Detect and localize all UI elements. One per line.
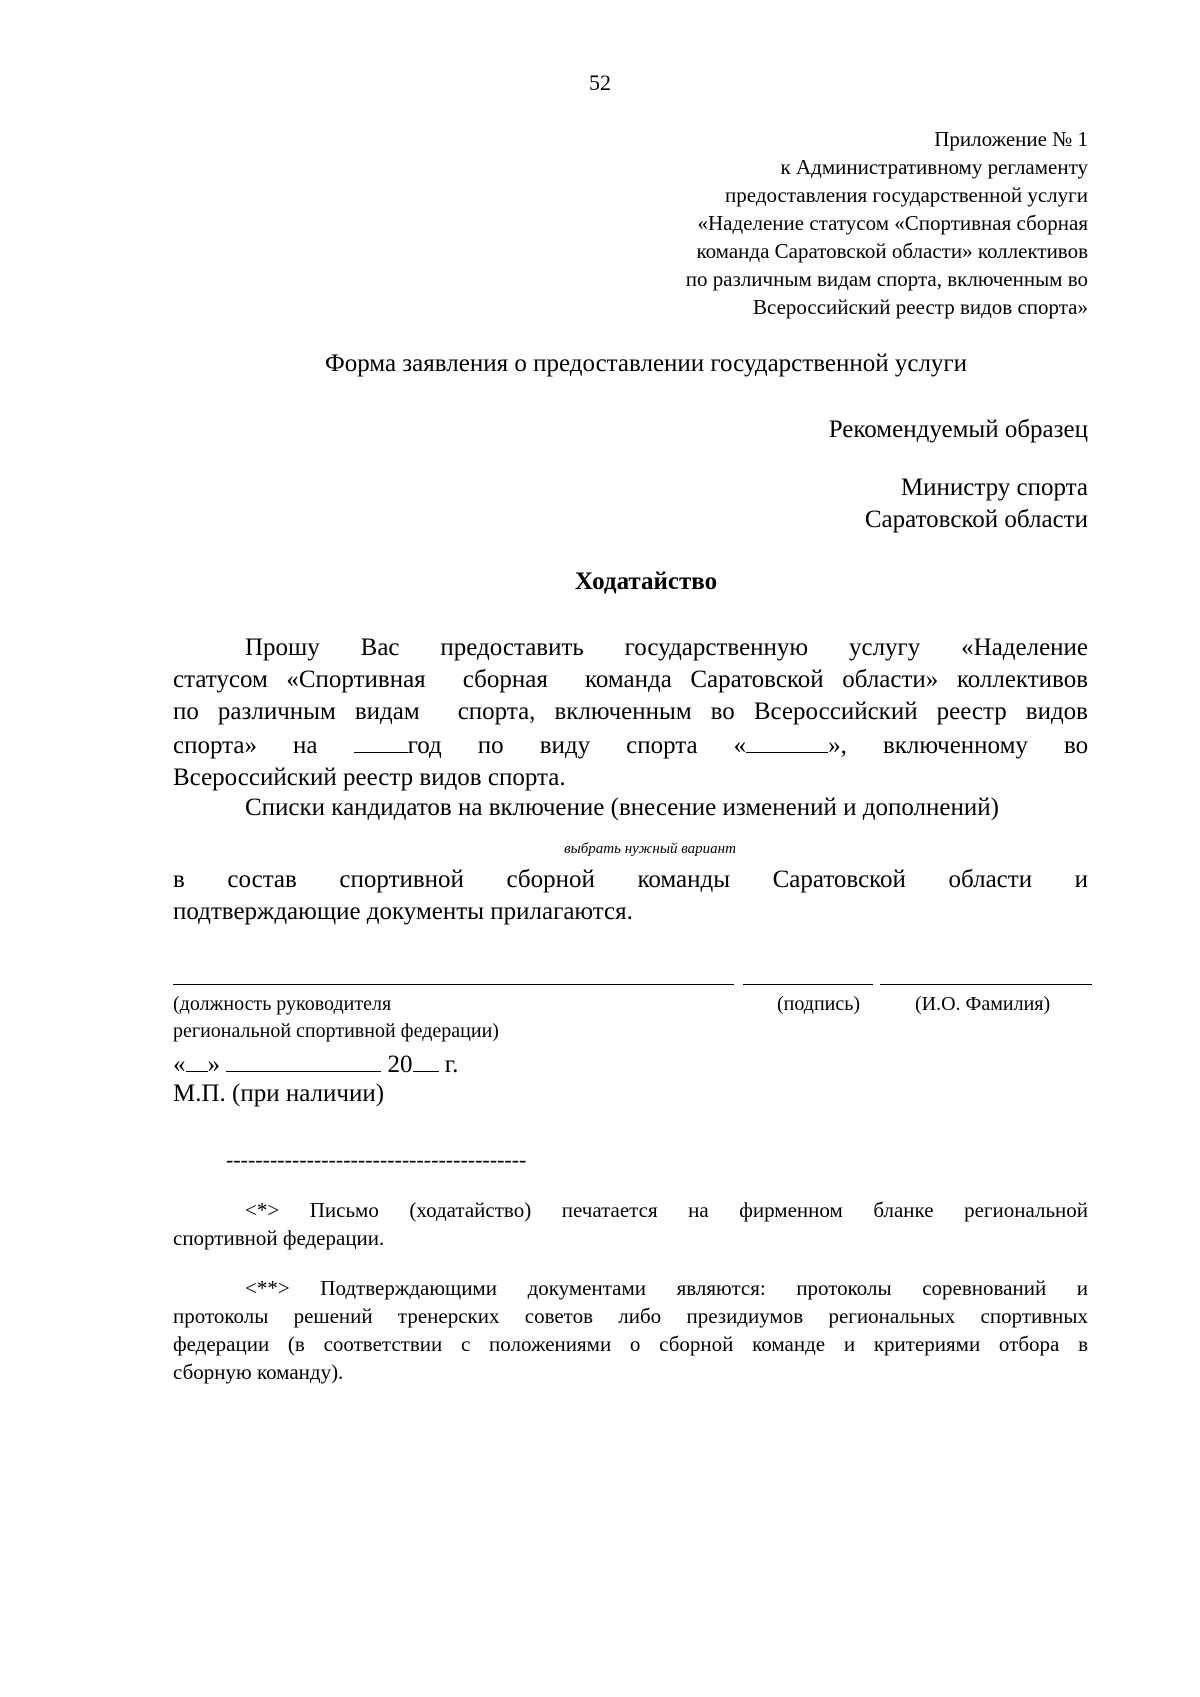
sport-field[interactable] xyxy=(734,732,847,759)
word: предоставить xyxy=(440,634,584,661)
hint-label: выбрать нужный вариант xyxy=(564,841,736,857)
lists-line-1-wrap xyxy=(173,792,1088,824)
footnote-1-line-1 xyxy=(173,1196,1088,1224)
word: <**> xyxy=(245,1276,290,1300)
lists-line-3: подтверждающие документы прилагаются. xyxy=(173,898,633,925)
appendix-line: команда Саратовской области» коллективов xyxy=(696,239,1088,263)
word: на xyxy=(688,1198,709,1222)
document-title xyxy=(0,568,1200,596)
word: являются: xyxy=(676,1276,766,1300)
addressee-line: Министру спорта xyxy=(900,474,1088,501)
separator: ----------------------------------------- xyxy=(226,1147,527,1172)
word: спорта xyxy=(626,732,698,759)
year-prefix: 20 xyxy=(387,1051,413,1078)
word: на xyxy=(293,732,318,759)
position-label-2: региональной спортивной федерации) xyxy=(173,1020,499,1042)
word: Подтверждающими xyxy=(320,1276,497,1300)
page-number: 52 xyxy=(589,70,611,95)
word: печатается xyxy=(561,1198,658,1222)
word: и xyxy=(1074,866,1089,893)
date-open-quote: « xyxy=(173,1051,186,1078)
year-field[interactable] xyxy=(354,732,442,759)
lists-line-2 xyxy=(173,864,1088,896)
addressee xyxy=(865,472,1088,536)
form-title xyxy=(0,350,1200,378)
name-label: (И.О. Фамилия) xyxy=(915,993,1051,1015)
sport-blank[interactable] xyxy=(746,728,828,753)
position-signature-line[interactable] xyxy=(173,984,734,985)
signature-line[interactable] xyxy=(743,984,873,985)
word: сборной xyxy=(506,866,595,893)
word: протоколы xyxy=(796,1276,892,1300)
addressee-line: Саратовской области xyxy=(864,506,1088,533)
stamp-label: М.П. (при наличии) xyxy=(173,1080,385,1107)
word: Саратовской xyxy=(772,866,906,893)
position-label-1: (должность руководителя xyxy=(173,993,392,1015)
signature-label: (подпись) xyxy=(777,993,861,1015)
appendix-line: Приложение № 1 xyxy=(934,127,1088,151)
footnote-1-line-2: спортивной федерации. xyxy=(173,1226,385,1250)
form-title-text: Форма заявления о предоставлении государственной услуги xyxy=(324,350,968,377)
appendix-line: к Административному регламенту xyxy=(780,155,1088,179)
footnote-2-line-2: протоколы решений тренерских советов либо президиумов региональных спортивных xyxy=(173,1304,1088,1328)
word: спортивной xyxy=(339,866,464,893)
footnote-2-line-1 xyxy=(173,1274,1088,1302)
word: соревнований xyxy=(922,1276,1047,1300)
date-line xyxy=(173,1047,458,1079)
request-line-5: Всероссийский реестр видов спорта. xyxy=(173,764,566,791)
request-line-1 xyxy=(173,632,1088,664)
lists-line-1: Списки кандидатов на включение (внесение изменений и дополнений) xyxy=(245,794,999,821)
lists-paragraph xyxy=(173,864,1088,928)
word: услугу xyxy=(848,634,921,661)
request-line-3: по различным видам спорта, включенным во Всероссийский реестр видов xyxy=(173,698,1088,725)
word: (ходатайство) xyxy=(409,1198,532,1222)
year-suffix-label: г. xyxy=(444,1051,459,1078)
close-quote: », xyxy=(828,732,847,759)
word: документами xyxy=(527,1276,647,1300)
appendix-line: предоставления государственной услуги xyxy=(725,183,1088,207)
word: фирменном xyxy=(739,1198,843,1222)
word: Прошу xyxy=(245,634,320,661)
word: области xyxy=(948,866,1033,893)
footnote-2-line-4: сборную команду). xyxy=(173,1360,344,1384)
hint-text xyxy=(0,841,1200,858)
appendix-line: «Наделение статусом «Спортивная сборная xyxy=(697,211,1088,235)
sample-label: Рекомендуемый образец xyxy=(828,416,1088,443)
year-suffix-blank[interactable] xyxy=(413,1047,439,1072)
year-blank[interactable] xyxy=(354,728,408,753)
word: команды xyxy=(637,866,731,893)
word: региональной xyxy=(964,1198,1089,1222)
word: и xyxy=(1076,1276,1089,1300)
appendix-header xyxy=(686,125,1088,321)
request-line-2: статусом «Спортивная сборная команда Саратовской области» коллективов xyxy=(173,666,1088,693)
document-title-text: Ходатайство xyxy=(574,568,718,595)
word: Вас xyxy=(360,634,400,661)
word: спорта» xyxy=(173,732,257,759)
word: бланке xyxy=(873,1198,934,1222)
word: государственную xyxy=(624,634,809,661)
word: в xyxy=(173,866,185,893)
request-line-4 xyxy=(173,728,1088,762)
word: по xyxy=(477,732,504,759)
word: <*> xyxy=(245,1198,280,1222)
footnote-2-line-3: федерации (в соответствии с положениями о сборной команде и критериями отбора в xyxy=(173,1332,1088,1356)
footnote-1 xyxy=(173,1196,1088,1252)
word: состав xyxy=(227,866,297,893)
word: во xyxy=(1063,732,1089,759)
month-blank[interactable] xyxy=(226,1047,381,1072)
appendix-line: Всероссийский реестр видов спорта» xyxy=(752,295,1088,319)
word: год xyxy=(407,732,442,759)
appendix-line: по различным видам спорта, включенным во xyxy=(685,267,1088,291)
footnote-2 xyxy=(173,1274,1088,1386)
request-paragraph xyxy=(173,632,1088,794)
open-quote: « xyxy=(733,732,747,759)
name-signature-line[interactable] xyxy=(880,984,1092,985)
date-close-quote: » xyxy=(207,1051,220,1078)
word: «Наделение xyxy=(961,634,1089,661)
word: включенному xyxy=(882,732,1028,759)
word: Письмо xyxy=(309,1198,379,1222)
day-blank[interactable] xyxy=(186,1047,208,1072)
word: виду xyxy=(539,732,591,759)
